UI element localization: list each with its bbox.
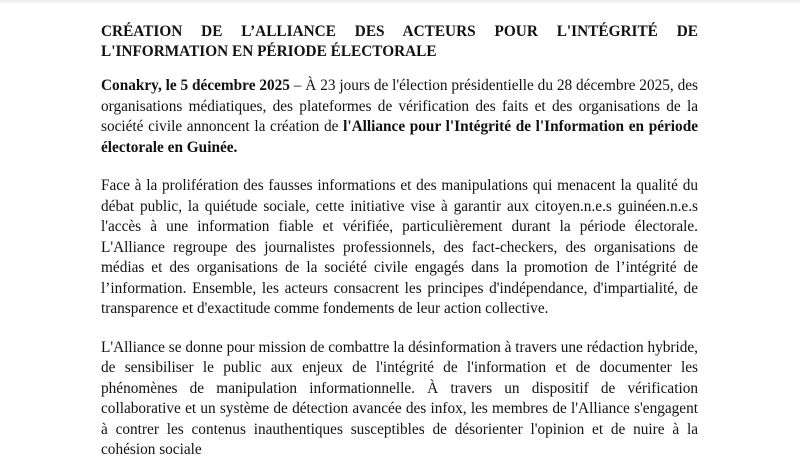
intro-paragraph bbox=[101, 76, 698, 158]
dateline: Conakry, le 5 décembre 2025 bbox=[101, 77, 290, 94]
intro-text: – À 23 jours de l'élection présidentielle du 28 décembre 2025, des organisations médiatiques, des plateformes de vérification des faits et des organisations de la société civile annoncent la création de bbox=[101, 77, 698, 135]
body-paragraph-3: L'Alliance se donne pour mission de combattre la désinformation à travers une rédaction hybride, de sensibiliser le public aux enjeux de l'intégrité de l'information et de documenter les phénomènes de manipulation informationnelle. À travers un dispositif de vérification collaborative et un système de détection avancée des infox, les membres de l'Alliance s'engagent à contrer les contenus inauthentiques susceptibles de désorienter l'opinion et de nuire à la cohésion sociale bbox=[101, 338, 698, 458]
alliance-name: l'Alliance pour l'Intégrité de l'Information en période électorale en Guinée. bbox=[101, 118, 698, 156]
document-title bbox=[101, 22, 698, 61]
title-line-2: L'INFORMATION EN PÉRIODE ÉLECTORALE bbox=[101, 42, 437, 60]
top-edge bbox=[0, 0, 800, 4]
title-line-1: CRÉATION DE L’ALLIANCE DES ACTEURS POUR L'INTÉGRITÉ DE bbox=[101, 23, 698, 40]
press-release bbox=[101, 22, 698, 461]
body-paragraph-2: Face à la prolifération des fausses informations et des manipulations qui menacent la qualité du débat public, la quiétude sociale, cette initiative vise à garantir aux citoyen.n.e.s guinéen.n.e.s l'accès à une information fiable et vérifiée, particulièrement durant la période électorale. L'Alliance regroupe des journalistes professionnels, des fact-checkers, des organisations de médias et des organisations de la société civile engagés dans la promotion de l’intégrité de l’information. Ensemble, les acteurs consacrent les principes d'indépendance, d'impartialité, de transparence et d'exactitude comme fondements de leur action collective. bbox=[101, 177, 698, 317]
